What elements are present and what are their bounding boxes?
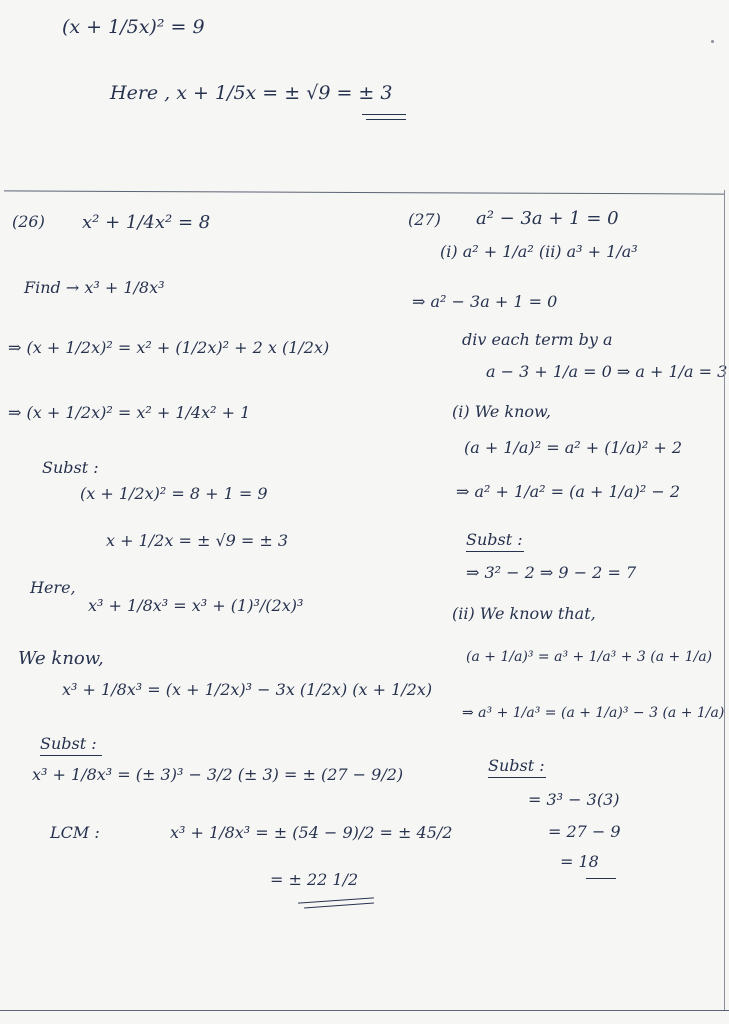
section-divider — [4, 190, 724, 194]
q26-line-7: x³ + 1/8x³ = (± 3)³ − 3/2 (± 3) = ± (27 − 9/2) — [32, 765, 404, 784]
q27-line-7: ⇒ a³ + 1/a³ = (a + 1/a)³ − 3 (a + 1/a) — [462, 705, 725, 721]
q26-line-8: x³ + 1/8x³ = ± (54 − 9)/2 = ± 45/2 — [170, 823, 453, 842]
q26-line-4: x + 1/2x = ± √9 = ± 3 — [106, 531, 289, 550]
page-mark — [711, 40, 714, 43]
q27-line-3: (a + 1/a)² = a² + (1/a)² + 2 — [464, 438, 682, 457]
q27-parts: (i) a² + 1/a² (ii) a³ + 1/a³ — [440, 242, 638, 261]
top-here-line: Here , x + 1/5x = ± √9 = ± 3 — [110, 82, 393, 104]
q27-subst-underline — [466, 551, 524, 552]
q27-label: (27) — [408, 210, 441, 229]
right-margin-line — [724, 190, 725, 1010]
q27-div-note: div each term by a — [462, 330, 613, 349]
q27-answer-underline — [586, 878, 616, 879]
q26-line-3: (x + 1/2x)² = 8 + 1 = 9 — [80, 484, 268, 503]
q27-subst-2: Subst : — [488, 756, 545, 775]
q27-line-4: ⇒ a² + 1/a² = (a + 1/a)² − 2 — [456, 482, 681, 501]
answer-underline — [362, 114, 406, 115]
q26-label: (26) — [12, 212, 45, 231]
q27-line-10: = 18 — [560, 852, 599, 871]
q26-lcm: LCM : — [50, 823, 100, 842]
q27-subst-1: Subst : — [466, 530, 523, 549]
q26-we-know: We know, — [18, 648, 104, 669]
q27-part-ii-head: (ii) We know that, — [452, 604, 596, 623]
top-equation: (x + 1/5x)² = 9 — [62, 16, 205, 38]
q26-subst-1: Subst : — [42, 458, 99, 477]
q27-line-5: ⇒ 3² − 2 ⇒ 9 − 2 = 7 — [466, 563, 637, 582]
q26-line-6: x³ + 1/8x³ = (x + 1/2x)³ − 3x (1/2x) (x + 1/2x) — [62, 680, 433, 699]
q27-part-i-head: (i) We know, — [452, 402, 551, 421]
q26-find: Find → x³ + 1/8x³ — [24, 278, 165, 297]
q27-line-9: = 27 − 9 — [548, 822, 621, 841]
q26-line-9: = ± 22 1/2 — [270, 870, 359, 889]
q26-here: Here, — [30, 578, 76, 597]
q26-line-2: ⇒ (x + 1/2x)² = x² + 1/4x² + 1 — [8, 403, 251, 422]
q27-line-1: ⇒ a² − 3a + 1 = 0 — [412, 292, 558, 311]
q26-answer-underline-2 — [304, 903, 374, 909]
q26-given: x² + 1/4x² = 8 — [82, 212, 211, 233]
q27-given: a² − 3a + 1 = 0 — [476, 208, 619, 229]
q26-subst-underline — [40, 755, 102, 756]
q27-line-2: a − 3 + 1/a = 0 ⇒ a + 1/a = 3 — [486, 362, 728, 381]
q27-line-6: (a + 1/a)³ = a³ + 1/a³ + 3 (a + 1/a) — [466, 649, 713, 665]
bottom-edge — [0, 1010, 729, 1011]
answer-underline-2 — [366, 119, 406, 120]
q26-line-1: ⇒ (x + 1/2x)² = x² + (1/2x)² + 2 x (1/2x) — [8, 338, 330, 357]
q26-line-5: x³ + 1/8x³ = x³ + (1)³/(2x)³ — [88, 596, 304, 615]
q26-subst-2: Subst : — [40, 734, 97, 753]
q27-line-8: = 3³ − 3(3) — [528, 790, 620, 809]
q27-subst-2-underline — [488, 777, 546, 778]
